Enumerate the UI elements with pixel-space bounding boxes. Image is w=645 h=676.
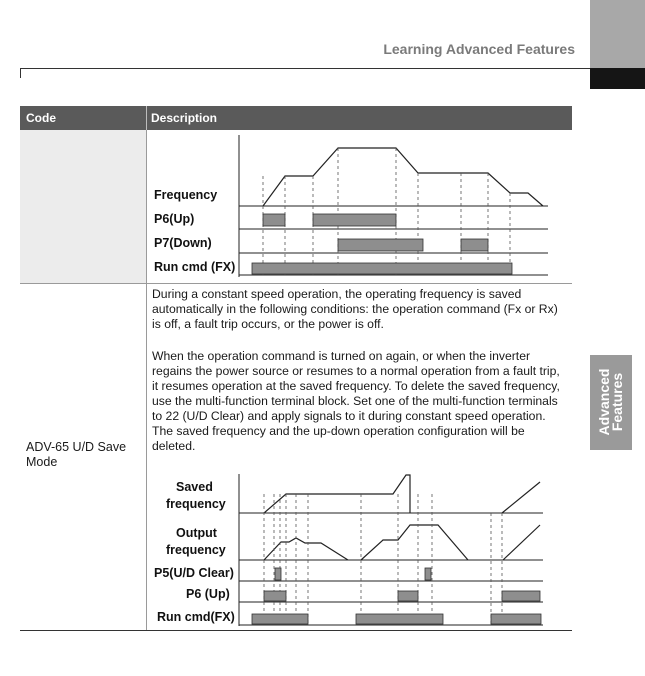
p5-clear-pulse-2 (425, 568, 431, 580)
p7-down-pulse-2 (461, 239, 488, 251)
label-saved-line2: frequency (166, 497, 226, 511)
side-top-gray-block (590, 0, 645, 68)
p6-up-pulse-2 (398, 591, 418, 601)
ud-save-timing-diagram (148, 470, 568, 628)
run-cmd-bar (252, 263, 512, 274)
p6-up-pulse-2 (313, 214, 396, 226)
label-p6-up: P6 (Up) (186, 587, 230, 601)
column-header-code: Code (26, 111, 56, 125)
row-divider (20, 283, 572, 284)
header-rule (20, 68, 590, 69)
p6-up-pulse-3 (502, 591, 540, 601)
side-top-black-block (590, 68, 645, 89)
label-output-line1: Output (176, 526, 217, 540)
code-adv65-label: ADV-65 U/D Save Mode (26, 440, 127, 469)
description-paragraph-2: When the operation command is turned on again, or when the inverter regains the power source or resumes to a normal operation from a fault trip, it resumes operation at the saved frequency. To delete the saved frequency, use the multi-function terminal block. Set one of the multi-function terminals to 22 (U/D Clear) and apply signals to it during constant speed operation. The saved frequency and the up-down operation configuration will be deleted. (152, 349, 560, 453)
label-frequency: Frequency (154, 188, 218, 202)
table-bottom-rule (20, 630, 572, 631)
table-header (20, 106, 572, 130)
p6-up-pulse-1 (263, 214, 285, 226)
label-p6-up: P6(Up) (154, 212, 195, 226)
p6-up-pulse-1 (264, 591, 286, 601)
label-saved-line1: Saved (176, 480, 213, 494)
label-p5-ud-clear: P5(U/D Clear) (154, 566, 234, 580)
label-output-line2: frequency (166, 543, 226, 557)
code-cell-continued (20, 130, 146, 283)
description-paragraph-1: During a constant speed operation, the operating frequency is saved automatically in the following conditions: the operation command (Fx or Rx) is off, a fault trip occurs, or the power is off. (152, 287, 558, 331)
updown-timing-diagram (148, 133, 568, 281)
label-run-cmd: Run cmd (FX) (154, 260, 236, 274)
header-tick (20, 68, 21, 78)
label-run-cmd: Run cmd(FX) (157, 610, 235, 624)
p5-clear-pulse-1 (275, 568, 281, 580)
header-divider (146, 106, 147, 130)
label-p7-down: P7(Down) (154, 236, 212, 250)
section-title: Learning Advanced Features (383, 41, 575, 57)
run-cmd-bar-2 (356, 614, 443, 624)
run-cmd-bar-1 (252, 614, 308, 624)
column-divider (146, 130, 147, 630)
run-cmd-bar-3 (491, 614, 541, 624)
p7-down-pulse-1 (338, 239, 423, 251)
side-tab-label: Advanced Features (596, 368, 625, 436)
column-header-description: Description (151, 111, 218, 125)
